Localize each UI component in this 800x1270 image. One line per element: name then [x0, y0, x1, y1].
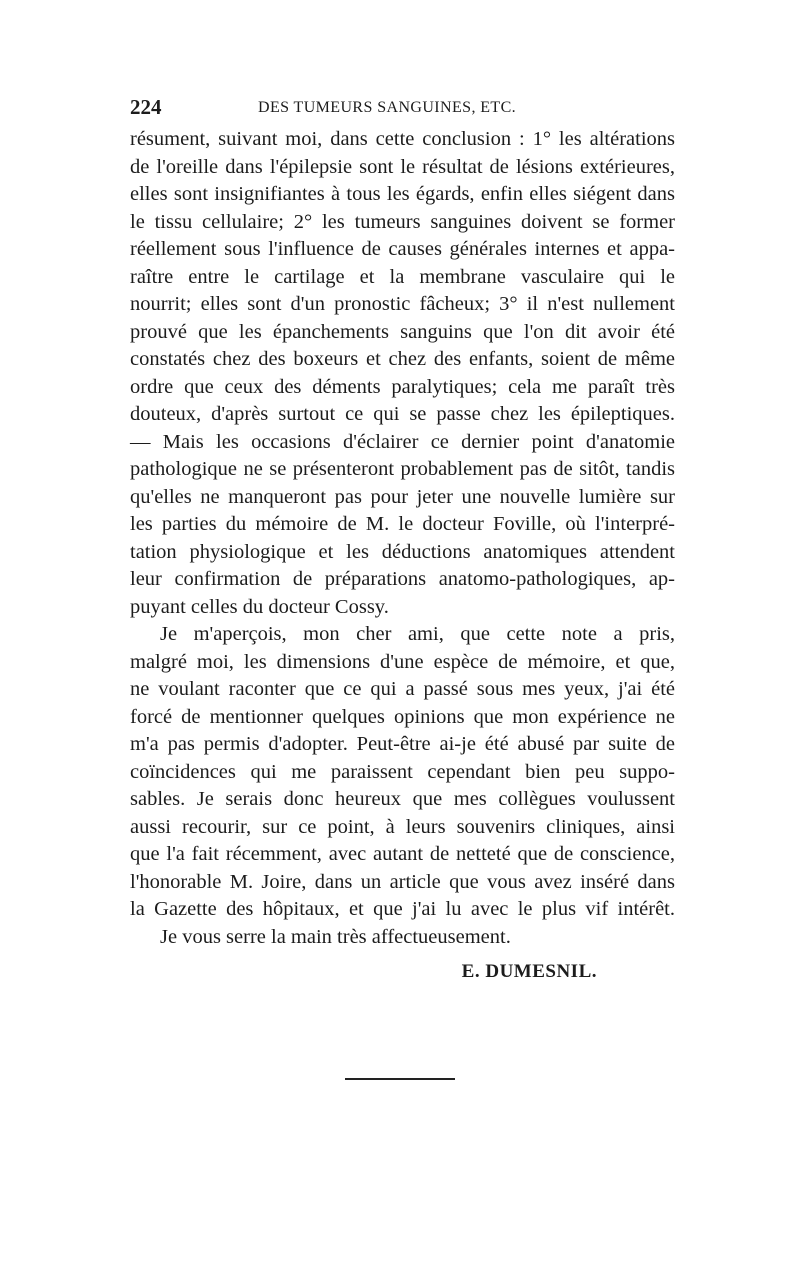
text-line: elles sont insignifiantes à tous les égards, enfin elles siégent dans	[130, 183, 675, 205]
text-line: nourrit; elles sont d'un pronostic fâcheux; 3° il n'est nullement	[130, 293, 675, 315]
text-line: pathologique ne se présenteront probablement pas de sitôt, tandis	[130, 458, 675, 480]
body-text	[130, 126, 675, 951]
text-line: ne voulant raconter que ce qui a passé sous mes yeux, j'ai été	[130, 678, 675, 700]
text-line: l'honorable M. Joire, dans un article que vous avez inséré dans	[130, 870, 675, 893]
text-line: prouvé que les épanchements sanguins que l'on dit avoir été	[130, 320, 675, 343]
text-line: qu'elles ne manqueront pas pour jeter une nouvelle lumière sur	[130, 485, 675, 508]
text-line: résument, suivant moi, dans cette conclusion : 1° les altérations	[130, 128, 675, 150]
text-line: douteux, d'après surtout ce qui se passe chez les épileptiques.	[130, 403, 675, 425]
text-line: aussi recourir, sur ce point, à leurs souvenirs cliniques, ainsi	[130, 815, 675, 838]
text-line: le tissu cellulaire; 2° les tumeurs sanguines doivent se former	[130, 210, 675, 233]
text-line: la Gazette des hôpitaux, et que j'ai lu avec le plus vif intérêt.	[130, 898, 675, 920]
text-line: les parties du mémoire de M. le docteur Foville, où l'interpré-	[130, 513, 675, 535]
text-line: réellement sous l'influence de causes générales internes et appa-	[130, 238, 675, 260]
text-line: tation physiologique et les déductions anatomiques attendent	[130, 540, 675, 563]
text-line: Je m'aperçois, mon cher ami, que cette note a pris,	[160, 623, 675, 645]
text-line: — Mais les occasions d'éclairer ce dernier point d'anatomie	[130, 430, 675, 453]
text-line: Je vous serre la main très affectueusement.	[160, 925, 511, 948]
text-line: forcé de mentionner quelques opinions que mon expérience ne	[130, 705, 675, 728]
text-line: que l'a fait récemment, avec autant de netteté que de conscience,	[130, 843, 675, 865]
text-line: m'a pas permis d'adopter. Peut-être ai-je été abusé par suite de	[130, 733, 675, 755]
text-line: de l'oreille dans l'épilepsie sont le résultat de lésions extérieures,	[130, 155, 675, 178]
text-line: sables. Je serais donc heureux que mes collègues voulussent	[130, 788, 675, 810]
running-head	[130, 92, 675, 122]
running-title: DES TUMEURS SANGUINES, ETC.	[258, 99, 517, 116]
page-number: 224	[130, 95, 162, 119]
text-line: malgré moi, les dimensions d'une espèce de mémoire, et que,	[130, 650, 675, 673]
book-page	[130, 92, 675, 983]
text-line: raître entre le cartilage et la membrane vasculaire qui le	[130, 265, 675, 288]
text-line: coïncidences qui me paraissent cependant bien peu suppo-	[130, 760, 675, 783]
signature: E. DUMESNIL.	[461, 961, 597, 982]
closing-rule	[345, 1078, 455, 1080]
text-line: leur confirmation de préparations anatomo-pathologiques, ap-	[130, 568, 675, 590]
text-line: puyant celles du docteur Cossy.	[130, 595, 389, 618]
text-line: constatés chez des boxeurs et chez des enfants, soient de même	[130, 348, 675, 370]
text-line: ordre que ceux des déments paralytiques; cela me paraît très	[130, 375, 675, 398]
